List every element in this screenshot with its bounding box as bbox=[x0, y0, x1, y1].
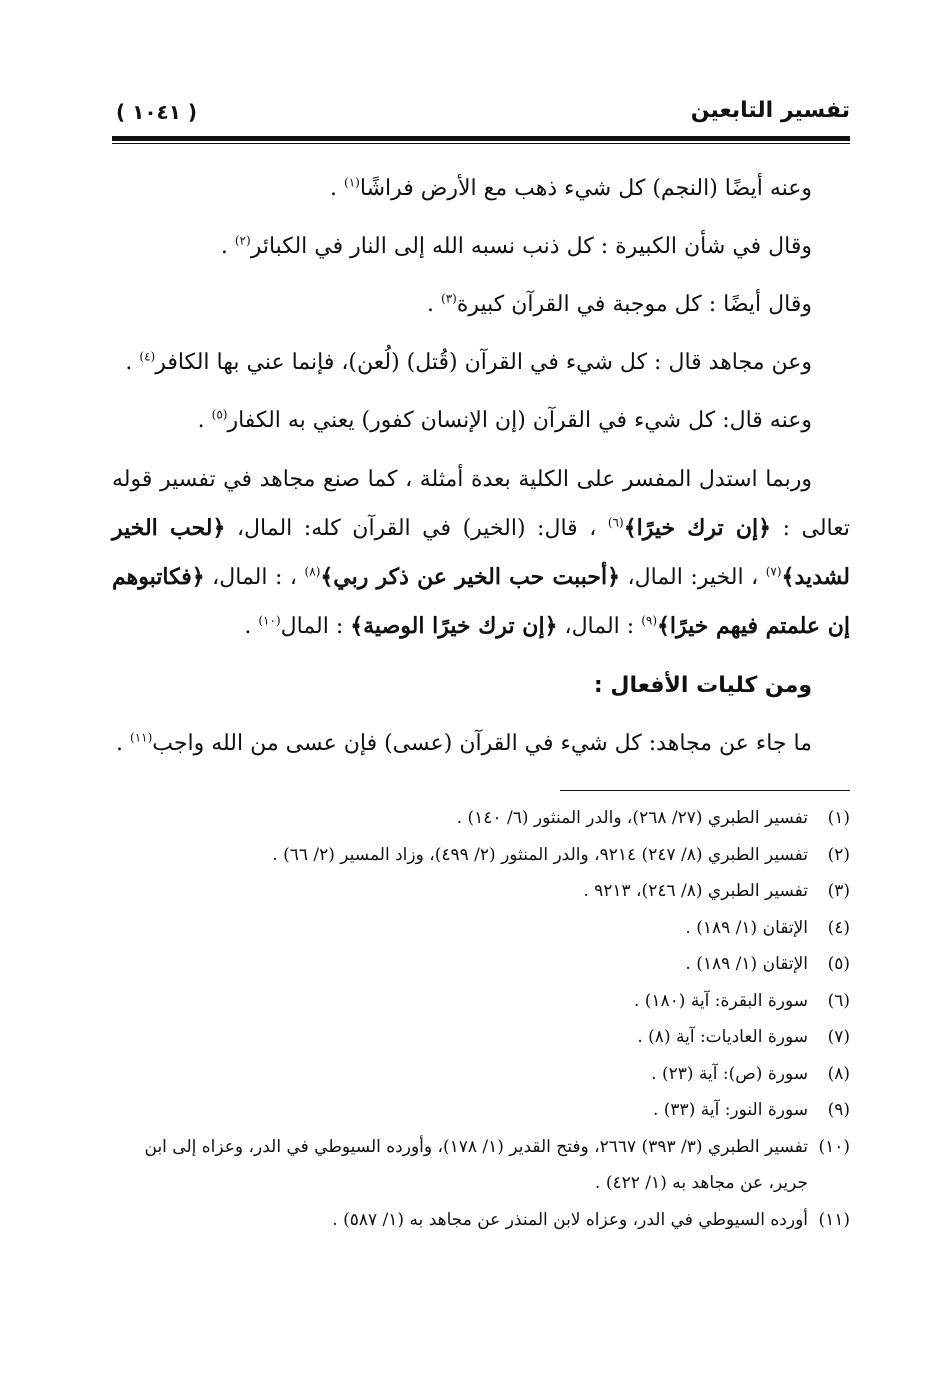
quran-verse: ﴿فكاتبوهم إن علمتم فيهم خيرًا﴾ bbox=[112, 564, 850, 639]
paragraph-text: وعنه أيضًا (النجم) كل شيء ذهب مع الأرض فراشًا bbox=[359, 176, 812, 201]
paragraph-4 bbox=[112, 334, 850, 392]
footnote-marker: (٤) bbox=[139, 349, 156, 364]
footnote-marker: (٢) bbox=[234, 233, 251, 248]
footnote-item bbox=[100, 983, 850, 1020]
footnote-text: الإتقان (١/ ١٨٩) . bbox=[685, 954, 808, 974]
paragraph-text: ما جاء عن مجاهد: كل شيء في القرآن (عسى) فإن عسى من الله واجب bbox=[152, 731, 812, 756]
footnote-text: تفسير الطبري (٨/ ٢٤٧) ٩٢١٤، والدر المنثور (٢/ ٤٩٩)، وزاد المسير (٢/ ٦٦) . bbox=[272, 844, 808, 865]
paragraph-2 bbox=[112, 218, 850, 276]
paragraph-text: وقال في شأن الكبيرة : كل ذنب نسبه الله إلى النار في الكبائر bbox=[250, 234, 812, 259]
footnote-text: الإتقان (١/ ١٨٩) . bbox=[685, 917, 808, 938]
footnote-item bbox=[100, 837, 850, 874]
paragraph-end: . bbox=[197, 408, 212, 433]
footnote-number: (٤) bbox=[827, 917, 850, 938]
paragraph-end: . bbox=[125, 350, 140, 375]
section-subheading: ومن كليات الأفعال : bbox=[593, 673, 812, 698]
footnote-text: سورة البقرة: آية (١٨٠) . bbox=[633, 990, 808, 1011]
page-number: ( ١٠٤١ ) bbox=[116, 100, 198, 124]
main-text bbox=[112, 160, 850, 773]
footnote-marker: (٣) bbox=[441, 291, 457, 306]
footnote-text: أورده السيوطي في الدر، وعزاه لابن المنذر عن مجاهد به (١/ ٥٨٧) . bbox=[332, 1209, 808, 1230]
footnote-marker: (١) bbox=[344, 175, 360, 190]
paragraph-text: وعن مجاهد قال : كل شيء في القرآن (قُتل) (لُعن)، فإنما عني بها الكافر bbox=[155, 350, 812, 375]
footnote-item bbox=[100, 873, 850, 910]
footnote-separator bbox=[560, 790, 850, 791]
block-text: وربما استدل المفسر على الكلية بعدة أمثلة ، كما صنع مجاهد في تفسير قوله تعالى : bbox=[112, 467, 850, 541]
footnote-item bbox=[100, 1202, 850, 1239]
quran-verse: ﴿لحب الخير لشديد﴾ bbox=[112, 515, 850, 590]
block-text: : المال bbox=[280, 614, 351, 639]
footnote-text: تفسير الطبري (٢٧/ ٢٦٨)، والدر المنثور (٦/ ١٤٠) . bbox=[456, 808, 808, 828]
paragraph-5 bbox=[112, 392, 850, 450]
quran-verse: ﴿إن ترك خيرًا الوصية﴾ bbox=[350, 613, 558, 639]
paragraph-end: . bbox=[116, 731, 131, 756]
paragraph-last bbox=[112, 715, 850, 773]
footnote-number: (٧) bbox=[827, 1027, 850, 1047]
quran-verse: ﴿أحببت حب الخير عن ذكر ربي﴾ bbox=[320, 564, 621, 590]
paragraph-end: . bbox=[220, 234, 235, 259]
footnote-text: تفسير الطبري (٣/ ٣٩٣) ٢٦٦٧، وفتح القدير (١/ ١٧٨)، وأورده السيوطي في الدر، وعزاه إلى ابن جرير، عن مجاهد به (١/ ٤٢٢) . bbox=[144, 1136, 808, 1193]
footnote-item bbox=[100, 1019, 850, 1056]
paragraph-3 bbox=[112, 276, 850, 334]
paragraph-text: وقال أيضًا : كل موجبة في القرآن كبيرة bbox=[456, 292, 812, 317]
paragraph-end: . bbox=[330, 176, 345, 201]
block-text: ، : المال، bbox=[204, 565, 305, 590]
footnote-number: (٣) bbox=[827, 881, 850, 901]
page-header bbox=[112, 98, 850, 130]
footnote-number: (٢) bbox=[827, 844, 850, 865]
header-rule-thick bbox=[112, 136, 850, 141]
examples-paragraph bbox=[112, 456, 850, 651]
footnote-item bbox=[100, 800, 850, 837]
footnote-number: (٩) bbox=[827, 1100, 850, 1120]
footnote-number: (١١) bbox=[818, 1209, 850, 1230]
footnote-marker: (٩) bbox=[641, 613, 658, 628]
footnote-number: (٥) bbox=[827, 954, 850, 974]
quran-verse: ﴿إن ترك خيرًا﴾ bbox=[623, 515, 772, 541]
block-text: ، قال: (الخير) في القرآن كله: المال، bbox=[225, 516, 608, 541]
footnote-item bbox=[100, 1129, 850, 1202]
footnote-text: سورة (ص): آية (٢٣) . bbox=[651, 1063, 808, 1084]
footnote-marker: (٦) bbox=[607, 515, 624, 530]
footnote-text: سورة العاديات: آية (٨) . bbox=[637, 1027, 808, 1047]
footnote-marker: (٨) bbox=[304, 564, 321, 579]
paragraph-text: وعنه قال: كل شيء في القرآن (إن الإنسان كفور) يعني به الكفار bbox=[227, 408, 812, 433]
header-rule-thin bbox=[112, 143, 850, 144]
footnote-text: سورة النور: آية (٣٣) . bbox=[652, 1100, 808, 1120]
footnote-number: (٨) bbox=[827, 1063, 850, 1084]
footnote-number: (٦) bbox=[827, 990, 850, 1011]
footnote-text: تفسير الطبري (٨/ ٢٤٦)، ٩٢١٣ . bbox=[583, 881, 808, 901]
footnote-marker: (٧) bbox=[765, 564, 782, 579]
paragraph-1 bbox=[112, 160, 850, 218]
footnote-item bbox=[100, 1056, 850, 1093]
paragraph-end: . bbox=[427, 292, 442, 317]
footnote-marker: (١١) bbox=[130, 730, 153, 745]
block-text: ، الخير: المال، bbox=[620, 565, 766, 590]
footnote-item bbox=[100, 1092, 850, 1129]
footnote-item bbox=[100, 946, 850, 983]
footnote-number: (١) bbox=[827, 808, 850, 828]
block-text: : المال، bbox=[557, 614, 642, 639]
footnote-marker: (١٠) bbox=[258, 613, 281, 628]
footnote-marker: (٥) bbox=[211, 407, 228, 422]
block-text: . bbox=[244, 614, 259, 639]
footnote-item bbox=[100, 910, 850, 947]
running-title: تفسير التابعين bbox=[690, 98, 850, 123]
footnote-number: (١٠) bbox=[818, 1136, 850, 1157]
footnotes bbox=[100, 800, 850, 1238]
